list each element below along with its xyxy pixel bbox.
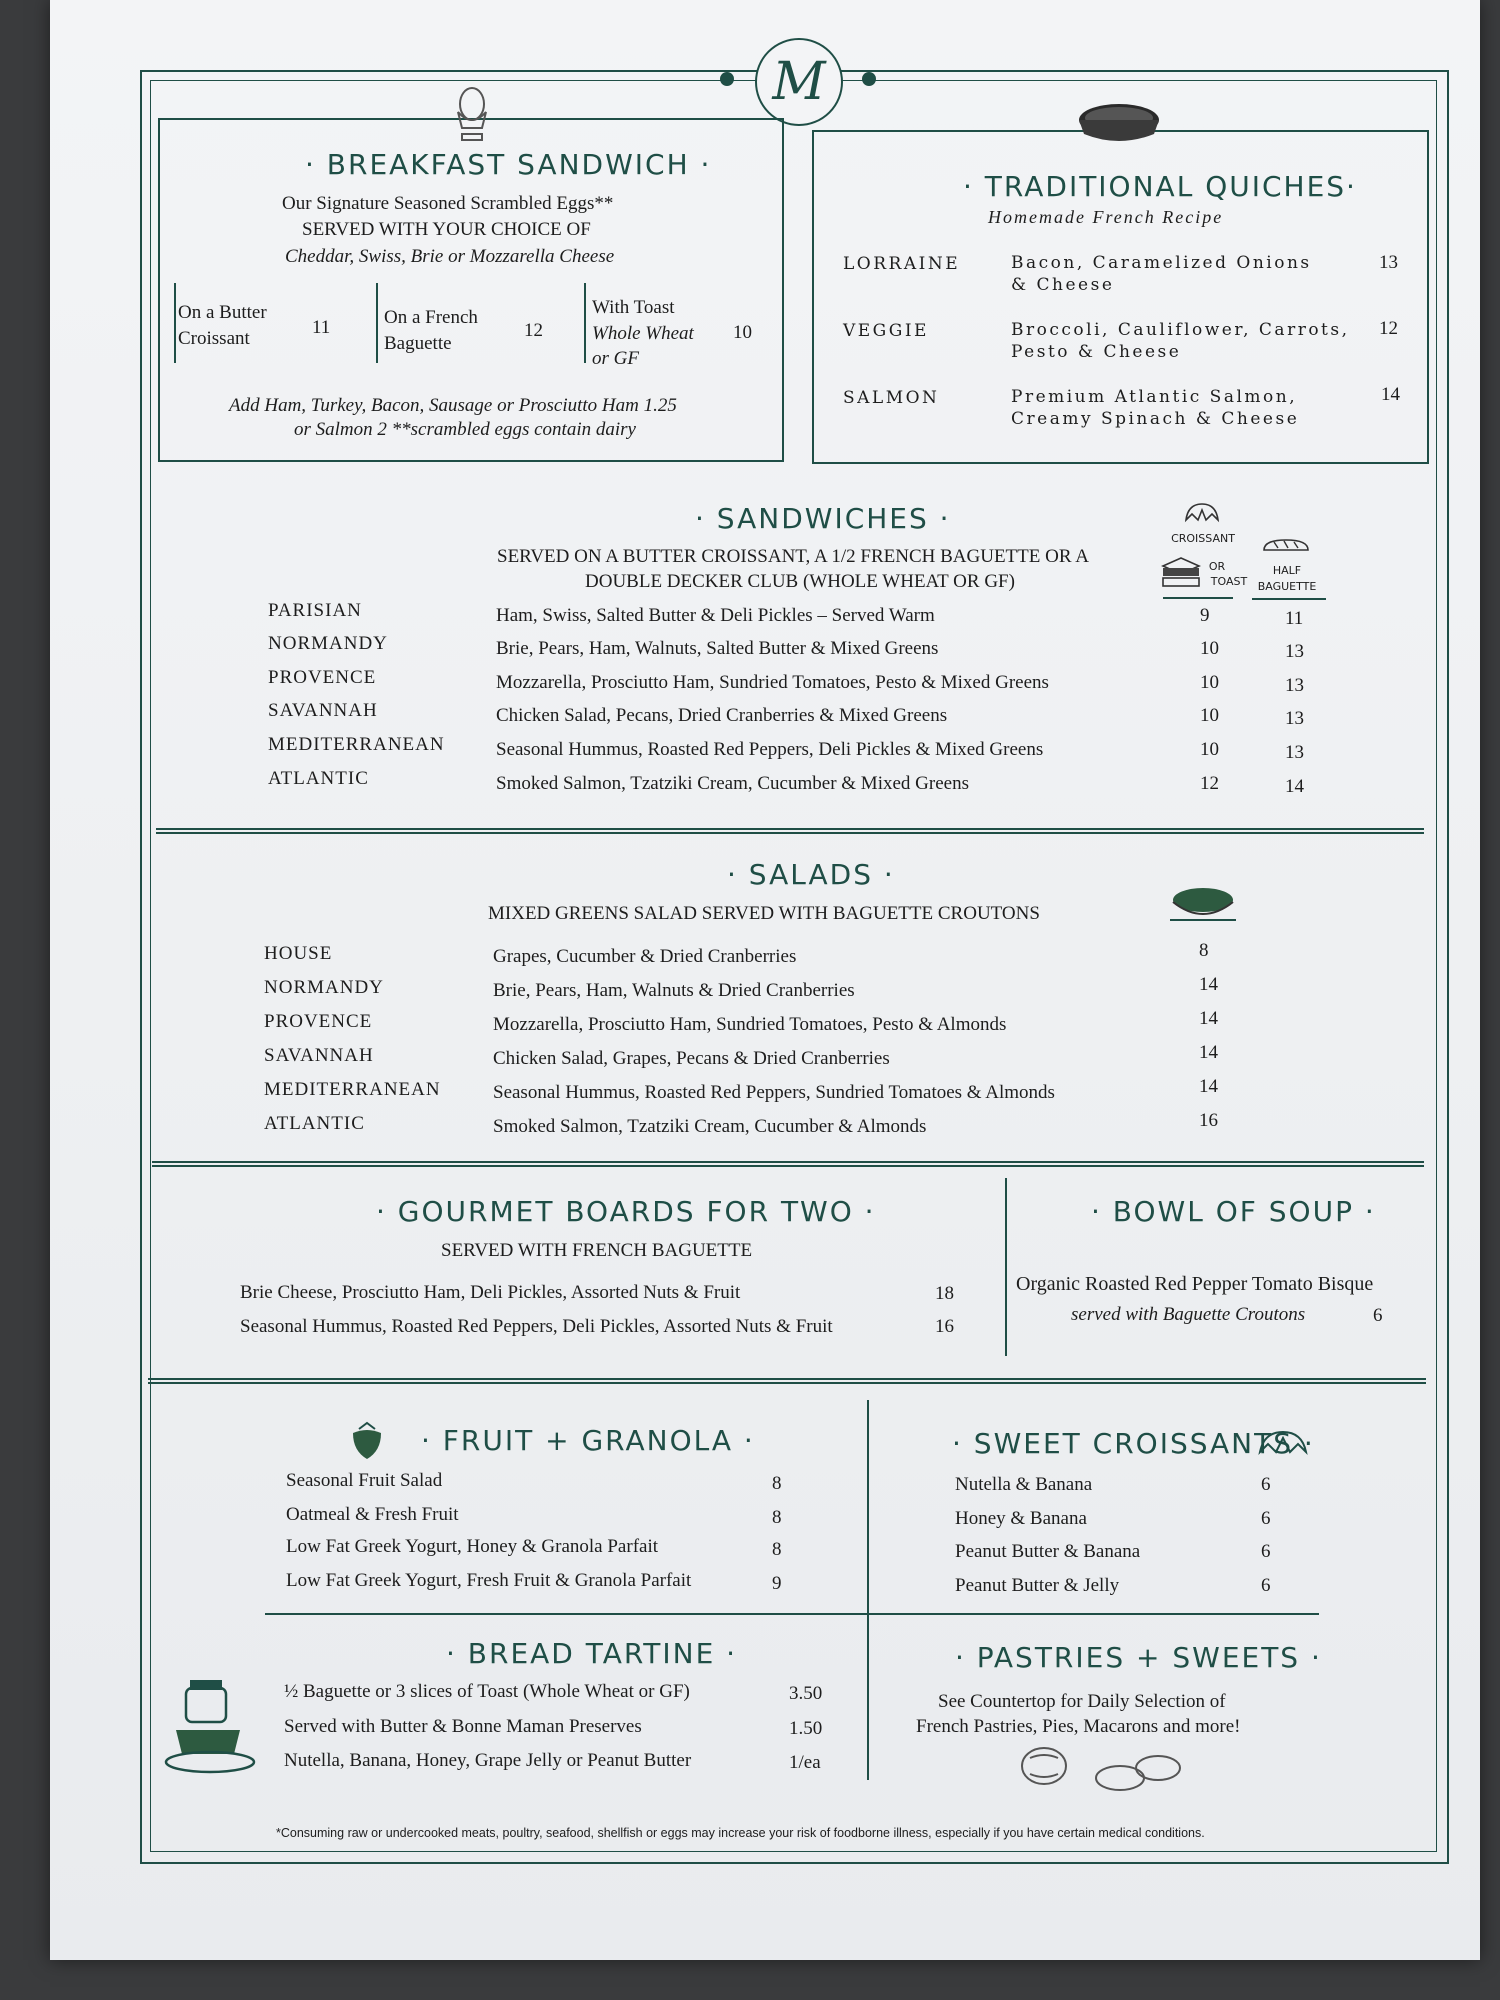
salad-price: 8 [1199, 940, 1209, 961]
salad-desc: Mozzarella, Prosciutto Ham, Sundried Tomatoes, Pesto & Almonds [493, 1014, 1007, 1035]
tartine-desc: Served with Butter & Bonne Maman Preserves [284, 1716, 642, 1737]
soup-title: · BOWL OF SOUP · [1091, 1195, 1376, 1228]
sandwich-name: PROVENCE [268, 667, 377, 688]
sandwich-desc: Smoked Salmon, Tzatziki Cream, Cucumber & Mixed Greens [496, 773, 969, 794]
quiche-price: 13 [1379, 252, 1398, 273]
sandwich-desc: Brie, Pears, Ham, Walnuts, Salted Butter & Mixed Greens [496, 638, 939, 659]
salad-price: 16 [1199, 1110, 1218, 1131]
egg-cup-icon [452, 82, 492, 146]
allergy-disclaimer: *Consuming raw or undercooked meats, poultry, seafood, shellfish or eggs may increase your risk of foodborne illness, especially if you have certain medical conditions. [276, 1826, 1205, 1840]
sweet-desc: Honey & Banana [955, 1508, 1087, 1529]
sweet-desc: Peanut Butter & Banana [955, 1541, 1141, 1562]
breakfast-line3: Cheddar, Swiss, Brie or Mozzarella Cheese [285, 246, 615, 267]
sandwich-name: SAVANNAH [268, 700, 378, 721]
divider [1163, 597, 1233, 599]
fruit-title: · FRUIT + GRANOLA · [421, 1424, 755, 1457]
sandwich-price-baguette: 13 [1285, 708, 1304, 729]
divider [265, 1613, 1319, 1615]
quiche-desc: Premium Atlantic Salmon, [1011, 387, 1298, 407]
fruit-desc: Low Fat Greek Yogurt, Honey & Granola Parfait [286, 1536, 659, 1557]
fruit-price: 8 [772, 1507, 782, 1528]
option-label: With Toast [592, 297, 675, 318]
breakfast-line1: Our Signature Seasoned Scrambled Eggs** [282, 193, 614, 214]
sandwich-price-croissant: 10 [1200, 705, 1219, 726]
salad-name: SAVANNAH [264, 1045, 374, 1066]
fruit-price: 8 [772, 1473, 782, 1494]
sandwich-price-baguette: 13 [1285, 675, 1304, 696]
column-header: BAGUETTE [1257, 580, 1317, 593]
divider [174, 283, 176, 363]
soup-line1: Organic Roasted Red Pepper Tomato Bisque [1016, 1273, 1374, 1295]
salad-desc: Chicken Salad, Grapes, Pecans & Dried Cranberries [493, 1048, 890, 1069]
logo-dot-left [720, 72, 734, 86]
sandwiches-title: · SANDWICHES · [695, 502, 951, 535]
option-price: 11 [312, 317, 331, 338]
salads-sub: MIXED GREENS SALAD SERVED WITH BAGUETTE CROUTONS [488, 903, 1040, 924]
fruit-desc: Low Fat Greek Yogurt, Fresh Fruit & Granola Parfait [286, 1570, 692, 1591]
quiche-name: SALMON [843, 388, 940, 408]
salad-price: 14 [1199, 974, 1218, 995]
sandwich-price-baguette: 13 [1285, 641, 1304, 662]
column-header: HALF [1272, 564, 1302, 577]
option-price: 10 [733, 322, 752, 343]
tartine-desc: Nutella, Banana, Honey, Grape Jelly or Peanut Butter [284, 1750, 692, 1771]
club-sandwich-icon [1160, 554, 1202, 592]
board-price: 18 [935, 1283, 954, 1304]
salad-desc: Brie, Pears, Ham, Walnuts & Dried Cranberries [493, 980, 855, 1001]
sandwich-desc: Seasonal Hummus, Roasted Red Peppers, Deli Pickles & Mixed Greens [496, 739, 1044, 760]
sweet-price: 6 [1261, 1474, 1271, 1495]
breakfast-line2: SERVED WITH YOUR CHOICE OF [302, 219, 591, 240]
sandwich-price-croissant: 10 [1200, 672, 1219, 693]
salad-name: PROVENCE [264, 1011, 373, 1032]
quiche-price: 12 [1379, 318, 1398, 339]
tartine-price: 1/ea [789, 1752, 821, 1773]
divider [1252, 598, 1326, 600]
sandwiches-sub1: SERVED ON A BUTTER CROISSANT, A 1/2 FRENCH BAGUETTE OR A [497, 546, 1089, 567]
sandwich-name: NORMANDY [268, 633, 388, 654]
salad-name: NORMANDY [264, 977, 384, 998]
quiches-title: · TRADITIONAL QUICHES· [963, 170, 1357, 203]
boards-sub: SERVED WITH FRENCH BAGUETTE [441, 1240, 753, 1261]
sweet-price: 6 [1261, 1541, 1271, 1562]
salad-desc: Smoked Salmon, Tzatziki Cream, Cucumber & Almonds [493, 1116, 927, 1137]
sandwich-name: MEDITERRANEAN [268, 734, 445, 755]
logo-dot-right [862, 72, 876, 86]
sandwich-price-croissant: 10 [1200, 739, 1219, 760]
salad-price: 14 [1199, 1076, 1218, 1097]
salad-name: HOUSE [264, 943, 333, 964]
tartine-desc: ½ Baguette or 3 slices of Toast (Whole Wheat or GF) [284, 1681, 690, 1702]
sandwich-price-croissant: 12 [1200, 773, 1219, 794]
sandwich-name: ATLANTIC [268, 768, 369, 789]
salad-desc: Grapes, Cucumber & Dried Cranberries [493, 946, 797, 967]
pastries-line2: French Pastries, Pies, Macarons and more! [916, 1716, 1241, 1737]
salad-price: 14 [1199, 1008, 1218, 1029]
tartine-price: 1.50 [789, 1718, 823, 1739]
salads-title: · SALADS · [727, 858, 895, 891]
option-label: Baguette [384, 333, 452, 354]
honey-jar-icon [162, 1670, 258, 1778]
sandwich-price-baguette: 13 [1285, 742, 1304, 763]
fruit-desc: Oatmeal & Fresh Fruit [286, 1504, 459, 1525]
salad-bowl-icon [1168, 884, 1238, 924]
salad-name: ATLANTIC [264, 1113, 365, 1134]
croissant-icon [1184, 500, 1220, 526]
salad-desc: Seasonal Hummus, Roasted Red Peppers, Sundried Tomatoes & Almonds [493, 1082, 1055, 1103]
quiche-desc: Creamy Spinach & Cheese [1011, 409, 1300, 429]
pastries-title: · PASTRIES + SWEETS · [955, 1641, 1322, 1674]
option-label: Croissant [178, 328, 250, 349]
option-label: or GF [592, 348, 639, 369]
quiches-subtitle: Homemade French Recipe [988, 207, 1224, 227]
option-label: On a Butter [178, 302, 267, 323]
column-header: OR [1208, 560, 1226, 573]
sweet-desc: Peanut Butter & Jelly [955, 1575, 1120, 1596]
board-desc: Brie Cheese, Prosciutto Ham, Deli Pickles, Assorted Nuts & Fruit [240, 1282, 741, 1303]
quiche-name: LORRAINE [843, 254, 961, 274]
sandwich-price-baguette: 14 [1285, 776, 1304, 797]
divider [148, 1378, 1426, 1384]
boards-title: · GOURMET BOARDS FOR TWO · [376, 1195, 876, 1228]
sandwich-price-baguette: 11 [1285, 608, 1304, 629]
sandwich-name: PARISIAN [268, 600, 362, 621]
sandwiches-sub2: DOUBLE DECKER CLUB (WHOLE WHEAT OR GF) [585, 571, 1015, 592]
macarons-icon [1008, 1738, 1188, 1794]
logo-monogram: M [755, 38, 843, 126]
salad-price: 14 [1199, 1042, 1218, 1063]
sandwich-price-croissant: 10 [1200, 638, 1219, 659]
sweet-desc: Nutella & Banana [955, 1474, 1093, 1495]
divider [156, 828, 1424, 834]
quiche-desc: Pesto & Cheese [1011, 342, 1182, 362]
quiche-desc: Broccoli, Cauliflower, Carrots, [1011, 320, 1350, 340]
breakfast-add1: Add Ham, Turkey, Bacon, Sausage or Prosciutto Ham 1.25 [229, 395, 677, 416]
option-label: Whole Wheat [592, 323, 694, 344]
sandwich-desc: Mozzarella, Prosciutto Ham, Sundried Tomatoes, Pesto & Mixed Greens [496, 672, 1049, 693]
tartine-price: 3.50 [789, 1683, 823, 1704]
column-header: TOAST [1210, 575, 1248, 588]
divider [376, 283, 378, 363]
quiche-desc: & Cheese [1011, 275, 1115, 295]
quiche-name: VEGGIE [843, 321, 929, 341]
sandwich-desc: Chicken Salad, Pecans, Dried Cranberries & Mixed Greens [496, 705, 948, 726]
sweet-price: 6 [1261, 1575, 1271, 1596]
salad-name: MEDITERRANEAN [264, 1079, 441, 1100]
breakfast-title: · BREAKFAST SANDWICH · [305, 148, 712, 181]
fruit-desc: Seasonal Fruit Salad [286, 1470, 443, 1491]
option-price: 12 [524, 320, 543, 341]
fruit-price: 9 [772, 1573, 782, 1594]
divider [152, 1161, 1424, 1167]
column-header: CROISSANT [1171, 532, 1235, 545]
fruit-price: 8 [772, 1539, 782, 1560]
quiche-price: 14 [1381, 384, 1400, 405]
strawberry-icon [347, 1421, 387, 1461]
baguette-icon [1260, 536, 1312, 558]
sweet-price: 6 [1261, 1508, 1271, 1529]
tartine-title: · BREAD TARTINE · [446, 1637, 738, 1670]
sandwich-price-croissant: 9 [1200, 605, 1210, 626]
breakfast-add2: or Salmon 2 **scrambled eggs contain dairy [294, 419, 636, 440]
option-label: On a French [384, 307, 478, 328]
sweet-title: · SWEET CROISSANTS · [952, 1427, 1315, 1460]
quiche-icon [1074, 98, 1164, 150]
divider [867, 1400, 869, 1780]
quiche-desc: Bacon, Caramelized Onions [1011, 253, 1312, 273]
sandwich-desc: Ham, Swiss, Salted Butter & Deli Pickles – Served Warm [496, 605, 935, 626]
divider [1005, 1178, 1007, 1356]
soup-price: 6 [1373, 1305, 1383, 1326]
soup-line2: served with Baguette Croutons [1071, 1304, 1306, 1325]
divider [584, 283, 586, 363]
croissant-icon [1258, 1428, 1308, 1458]
pastries-line1: See Countertop for Daily Selection of [938, 1691, 1226, 1712]
board-desc: Seasonal Hummus, Roasted Red Peppers, Deli Pickles, Assorted Nuts & Fruit [240, 1316, 833, 1337]
board-price: 16 [935, 1316, 954, 1337]
